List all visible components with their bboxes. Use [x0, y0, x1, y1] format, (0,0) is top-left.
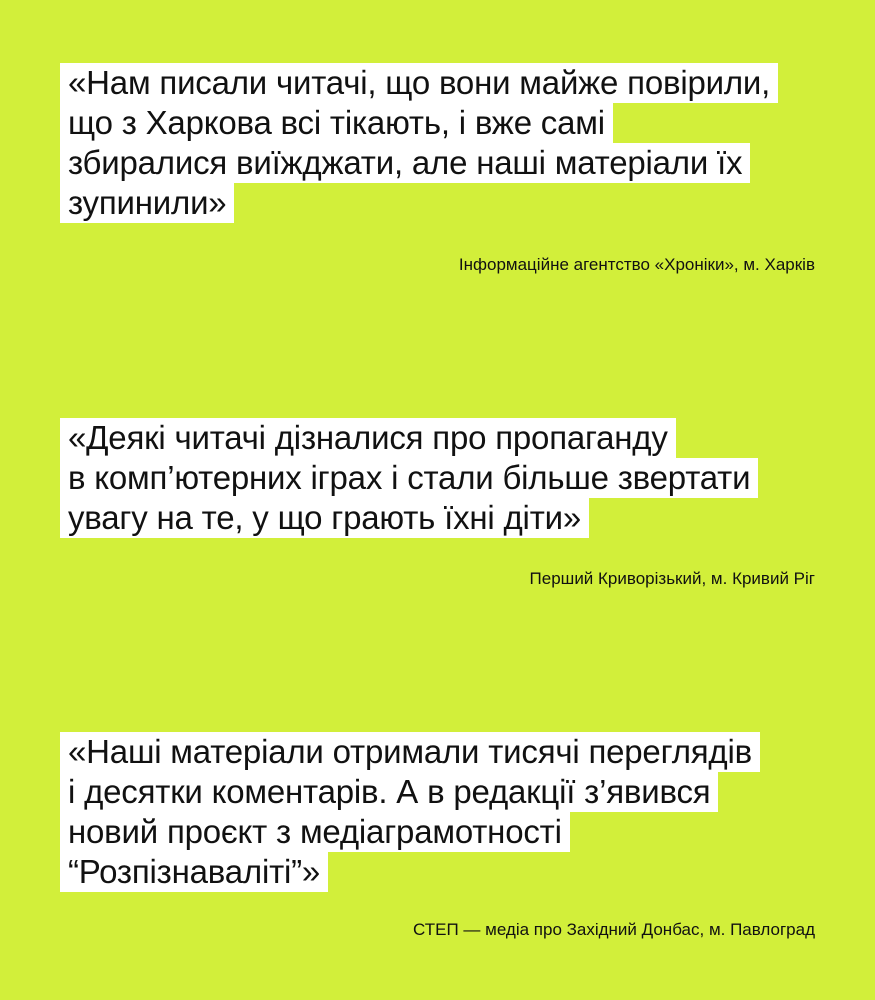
quote-2 — [60, 418, 820, 538]
quote-2-source: Перший Криворізький, м. Кривий Ріг — [529, 569, 815, 588]
quote-3-line-1: «Наші матеріали отримали тисячі переглядів — [60, 732, 760, 772]
quote-3 — [60, 732, 820, 892]
quote-1-source: Інформаційне агентство «Хроніки», м. Харків — [458, 255, 815, 274]
quote-2-text — [60, 418, 820, 538]
quote-2-line-2: в комп’ютерних іграх і стали більше звертати — [60, 458, 758, 498]
quote-3-text — [60, 732, 820, 892]
quote-1-line-1: «Нам писали читачі, що вони майже повірили, — [60, 63, 778, 103]
quote-1 — [60, 63, 820, 223]
quote-3-line-4: “Розпізнаваліті”» — [60, 852, 328, 892]
quote-3-line-3: новий проєкт з медіаграмотності — [60, 812, 570, 852]
quote-2-line-1: «Деякі читачі дізналися про пропаганду — [60, 418, 676, 458]
quote-3-source: СТЕП — медіа про Західний Донбас, м. Павлоград — [413, 920, 815, 939]
quote-1-line-3: збиралися виїжджати, але наші матеріали їх — [60, 143, 750, 183]
quote-3-line-2: і десятки коментарів. А в редакції з’явився — [60, 772, 718, 812]
quote-1-line-4: зупинили» — [60, 183, 234, 223]
quote-2-line-3: увагу на те, у що грають їхні діти» — [60, 498, 589, 538]
quote-1-line-2: що з Харкова всі тікають, і вже самі — [60, 103, 613, 143]
quote-1-text — [60, 63, 820, 223]
